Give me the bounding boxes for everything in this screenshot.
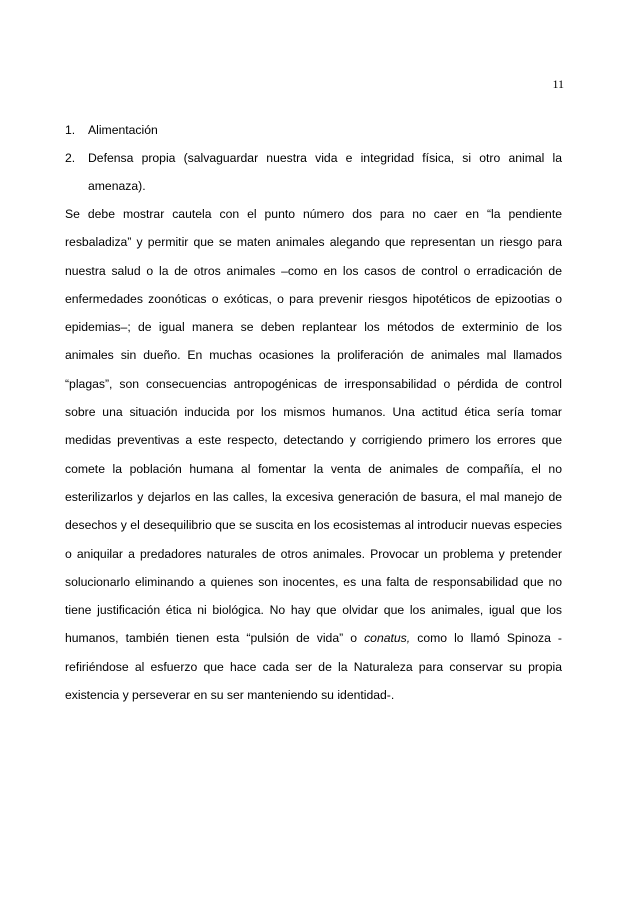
paragraph-text-part2: como lo llamó Spinoza -refiriéndose al esfuerzo que hace cada ser de la Naturaleza para conservar su propia existencia y perseverar en su ser manteniendo su identidad-.	[65, 631, 562, 703]
list-item	[65, 144, 562, 200]
list-item-number: 2.	[65, 151, 76, 165]
page-number: 11	[552, 77, 564, 91]
paragraph-italic-term: conatus,	[364, 631, 411, 646]
body-paragraph	[65, 200, 562, 709]
list-item-text: Defensa propia (salvaguardar nuestra vida e integridad física, si otro animal la amenaza).	[88, 151, 562, 193]
list-item-number: 1.	[65, 123, 76, 137]
numbered-list	[65, 116, 562, 200]
list-item-text: Alimentación	[88, 123, 158, 137]
page-content	[65, 116, 562, 709]
list-item	[65, 116, 562, 144]
paragraph-text-part1: Se debe mostrar cautela con el punto número dos para no caer en “la pendiente resbaladiza” y permitir que se maten animales alegando que representan un riesgo para nuestra salud o la de otros animales –como en los casos de control o erradicación de enfermedades zoonóticas o exóticas, o para prevenir riesgos hipotéticos de epizootias o epidemias–; de igual manera se deben replantear los métodos de exterminio de los animales sin dueño. En muchas ocasiones la proliferación de animales mal llamados “plagas”, son consecuencias antropogénicas de irresponsabilidad o pérdida de control sobre una situación inducida por los mismos humanos. Una actitud ética sería tomar medidas preventivas a este respecto, detectando y corrigiendo primero los errores que comete la población humana al fomentar la venta de animales de compañía, el no esterilizarlos y dejarlos en las calles, la excesiva generación de basura, el mal manejo de desechos y el desequilibrio que se suscita en los ecosistemas al introducir nuevas especies o aniquilar a predadores naturales de otros animales. Provocar un problema y pretender solucionarlo eliminando a quienes son inocentes, es una falta de responsabilidad que no tiene justificación ética ni biológica. No hay que olvidar que los animales, igual que los humanos, también tienen esta “pulsión de vida” o	[65, 207, 562, 646]
